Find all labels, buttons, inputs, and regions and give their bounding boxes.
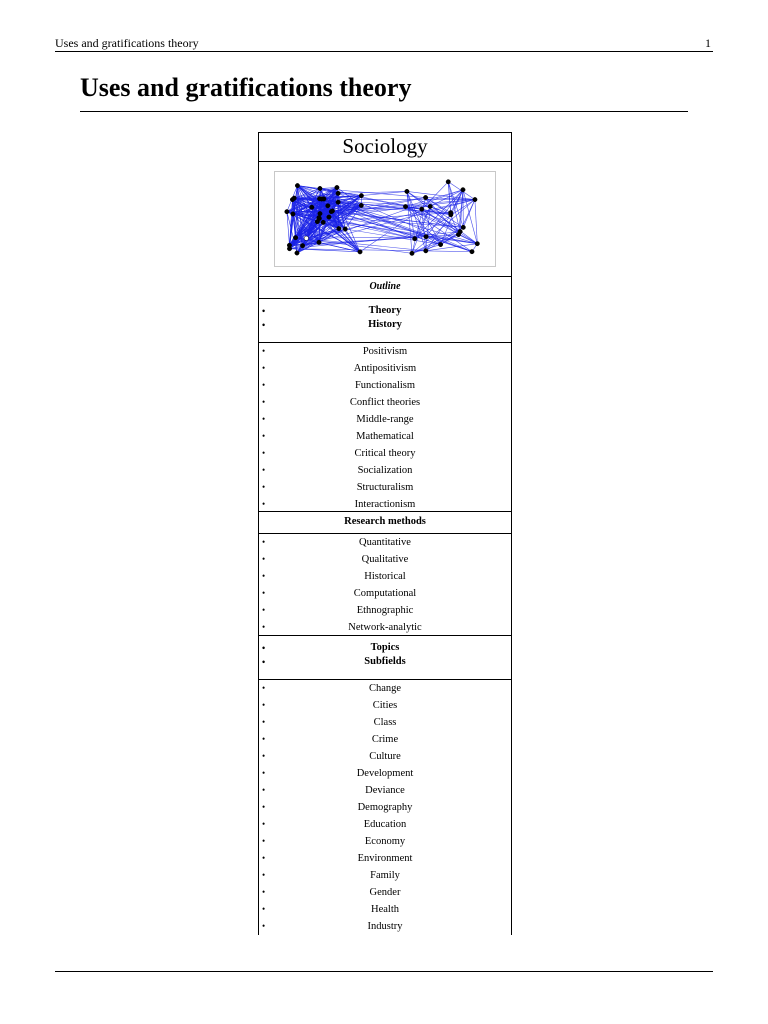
list-item[interactable]: • Education: [259, 816, 511, 833]
list-item[interactable]: • Ethnographic: [259, 602, 511, 619]
list-item[interactable]: • Class: [259, 714, 511, 731]
list-item[interactable]: • Mathematical: [259, 428, 511, 445]
list-item[interactable]: • Interactionism: [259, 496, 511, 513]
running-header: [55, 36, 713, 52]
list-item[interactable]: • Positivism: [259, 343, 511, 360]
topics-link[interactable]: • Topics: [259, 641, 511, 655]
outline-header[interactable]: [259, 277, 511, 299]
list-item[interactable]: • Health: [259, 901, 511, 918]
list-item[interactable]: • Development: [259, 765, 511, 782]
subfields-section: [259, 680, 511, 935]
methods-list: [259, 534, 511, 636]
list-item[interactable]: • Change: [259, 680, 511, 697]
list-item[interactable]: • Qualitative: [259, 551, 511, 568]
list-item[interactable]: • Demography: [259, 799, 511, 816]
outline-link-history[interactable]: • History: [259, 318, 511, 332]
list-item[interactable]: • Computational: [259, 585, 511, 602]
outline-links-section: [259, 299, 511, 343]
page-number: 1: [705, 36, 711, 50]
subfields-link[interactable]: • Subfields: [259, 655, 511, 669]
infobox-title: Sociology: [259, 133, 511, 162]
list-item[interactable]: • Middle-range: [259, 411, 511, 428]
running-header-title: Uses and gratifications theory: [55, 36, 199, 50]
topics-links-list: [259, 636, 511, 669]
list-item[interactable]: • Historical: [259, 568, 511, 585]
title-divider: [80, 111, 688, 112]
theory-list: [259, 343, 511, 513]
list-item[interactable]: • Antipositivism: [259, 360, 511, 377]
footer-divider: [55, 971, 713, 972]
list-item[interactable]: • Environment: [259, 850, 511, 867]
methods-section: [259, 534, 511, 636]
outline-label[interactable]: Outline: [369, 281, 401, 292]
list-item[interactable]: • Critical theory: [259, 445, 511, 462]
list-item[interactable]: • Quantitative: [259, 534, 511, 551]
outline-links-list: [259, 299, 511, 332]
list-item[interactable]: • Deviance: [259, 782, 511, 799]
list-item[interactable]: • Culture: [259, 748, 511, 765]
list-item[interactable]: • Gender: [259, 884, 511, 901]
list-item[interactable]: • Industry: [259, 918, 511, 935]
list-item[interactable]: • Structuralism: [259, 479, 511, 496]
page-title: Uses and gratifications theory: [80, 73, 412, 102]
sociology-infobox: [258, 132, 512, 935]
list-item[interactable]: • Conflict theories: [259, 394, 511, 411]
list-item[interactable]: • Crime: [259, 731, 511, 748]
topics-links-section: [259, 636, 511, 680]
header-divider: [55, 51, 713, 52]
image-frame: [274, 171, 496, 267]
list-item[interactable]: • Functionalism: [259, 377, 511, 394]
list-item[interactable]: • Network-analytic: [259, 619, 511, 636]
methods-header: [259, 512, 511, 534]
theory-section: [259, 343, 511, 512]
sociology-network-graph-icon: [275, 172, 495, 266]
list-item[interactable]: • Economy: [259, 833, 511, 850]
list-item[interactable]: • Cities: [259, 697, 511, 714]
infobox-image-cell: [259, 162, 511, 277]
outline-link-theory[interactable]: • Theory: [259, 304, 511, 318]
list-item[interactable]: • Socialization: [259, 462, 511, 479]
list-item[interactable]: • Family: [259, 867, 511, 884]
subfields-list: [259, 680, 511, 935]
methods-header-label: Research methods: [344, 516, 426, 527]
